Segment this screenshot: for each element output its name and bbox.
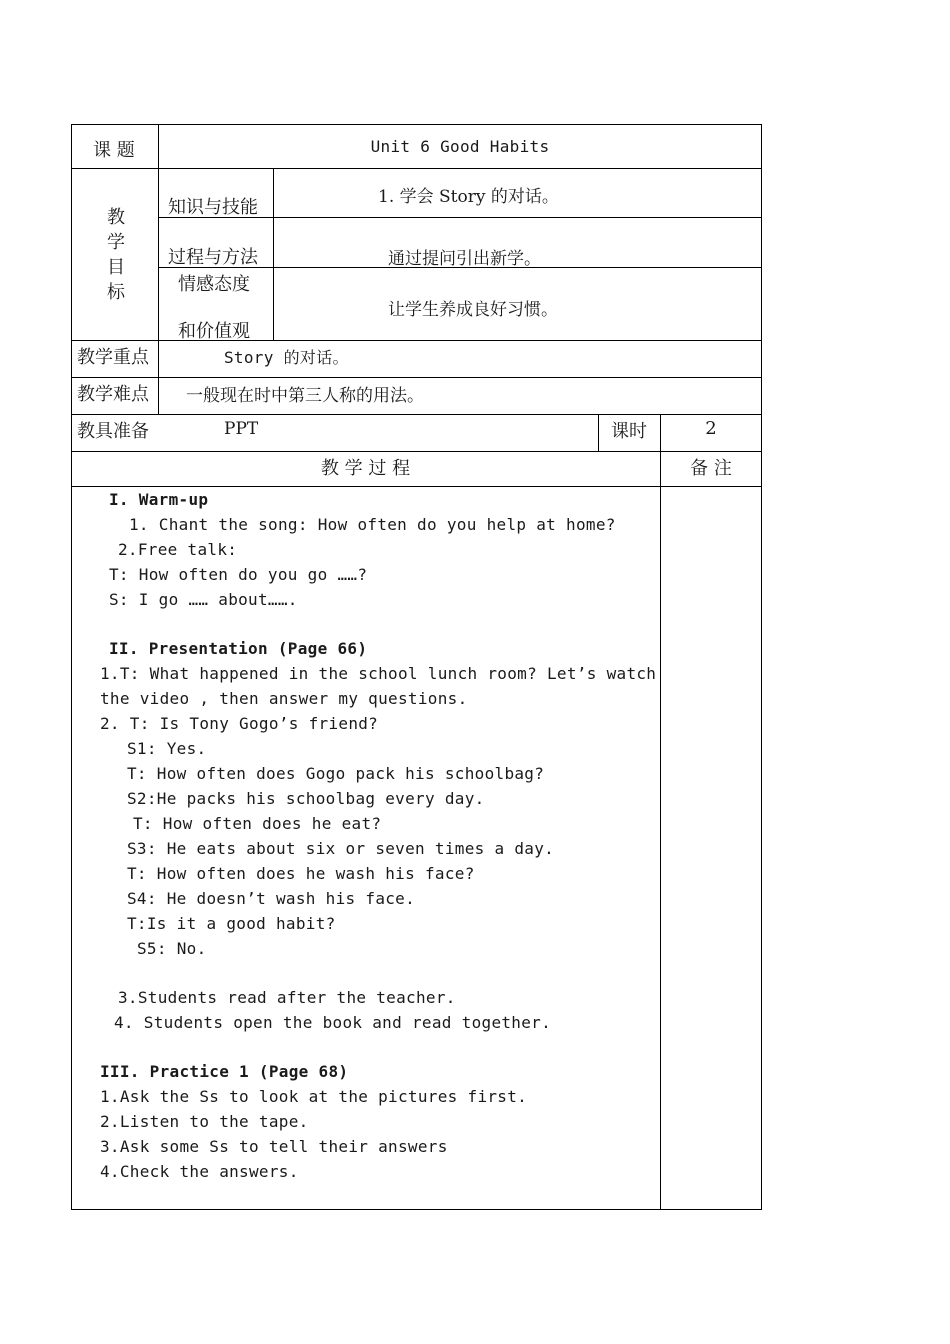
difficulty-label: 教学难点 (77, 384, 149, 405)
practice-line: 3.Ask some Ss to tell their answers (100, 1137, 448, 1156)
warmup-line: T: How often do you go ……? (109, 565, 368, 584)
presentation-line: S2:He packs his schoolbag every day. (127, 789, 485, 808)
objectives-label-char: 教 (107, 207, 125, 228)
presentation-line: T:Is it a good habit? (127, 914, 336, 933)
practice-line: 4.Check the answers. (100, 1162, 299, 1181)
presentation-line: T: How often does he eat? (133, 814, 382, 833)
objectives-label-char: 目 (107, 257, 125, 278)
objective-knowledge-value: 1. 学会 Story 的对话。 (378, 187, 559, 207)
key-point-value: Story 的对话。 (224, 348, 349, 367)
objective-process-value: 通过提问引出新学。 (388, 249, 541, 269)
col-divider (158, 124, 159, 414)
objective-attitude-label-1: 情感态度 (178, 274, 250, 295)
objective-attitude-value: 让学生养成良好习惯。 (388, 300, 558, 320)
materials-label: 教具准备 (77, 421, 149, 442)
presentation-line: S1: Yes. (127, 739, 207, 758)
warmup-heading: I. Warm-up (109, 490, 209, 509)
topic-value: Unit 6 Good Habits (370, 137, 550, 156)
row-divider (71, 451, 762, 452)
presentation-line: T: How often does Gogo pack his schoolbag? (127, 764, 545, 783)
presentation-line: 3.Students read after the teacher. (118, 988, 456, 1007)
objective-attitude-label-2: 和价值观 (178, 321, 250, 342)
warmup-line: 1. Chant the song: How often do you help at home? (129, 515, 616, 534)
row-divider (71, 377, 762, 378)
objectives-label-char: 学 (107, 232, 125, 253)
objective-knowledge-label: 知识与技能 (168, 197, 258, 218)
practice-heading: III. Practice 1 (Page 68) (100, 1062, 349, 1081)
presentation-heading: II. Presentation (Page 66) (109, 639, 368, 658)
practice-line: 1.Ask the Ss to look at the pictures first. (100, 1087, 528, 1106)
col-divider (273, 168, 274, 340)
presentation-line: 2. T: Is Tony Gogo’s friend? (100, 714, 379, 733)
row-divider (71, 486, 762, 487)
objective-process-label: 过程与方法 (168, 247, 258, 268)
notes-title: 备 注 (690, 458, 732, 479)
topic-label: 课 题 (93, 140, 135, 161)
presentation-line: 1.T: What happened in the school lunch room? Let’s watch (100, 664, 657, 683)
hours-label: 课时 (611, 421, 647, 442)
row-divider (71, 340, 762, 341)
warmup-line: S: I go …… about……. (109, 590, 298, 609)
difficulty-value: 一般现在时中第三人称的用法。 (186, 386, 424, 406)
practice-line: 2.Listen to the tape. (100, 1112, 309, 1131)
col-divider (598, 414, 599, 451)
objectives-label-char: 标 (107, 282, 125, 303)
warmup-line: 2.Free talk: (118, 540, 238, 559)
presentation-line: S5: No. (137, 939, 207, 958)
presentation-line: T: How often does he wash his face? (127, 864, 475, 883)
presentation-line: 4. Students open the book and read together. (114, 1013, 552, 1032)
row-divider (71, 414, 762, 415)
col-divider (660, 414, 661, 1210)
row-divider (71, 168, 762, 169)
key-point-label: 教学重点 (77, 347, 149, 368)
hours-value: 2 (705, 418, 717, 439)
presentation-line: S3: He eats about six or seven times a day. (127, 839, 555, 858)
presentation-line: the video , then answer my questions. (100, 689, 468, 708)
presentation-line: S4: He doesn’t wash his face. (127, 889, 416, 908)
process-title: 教 学 过 程 (320, 458, 411, 479)
materials-value: PPT (224, 419, 259, 439)
